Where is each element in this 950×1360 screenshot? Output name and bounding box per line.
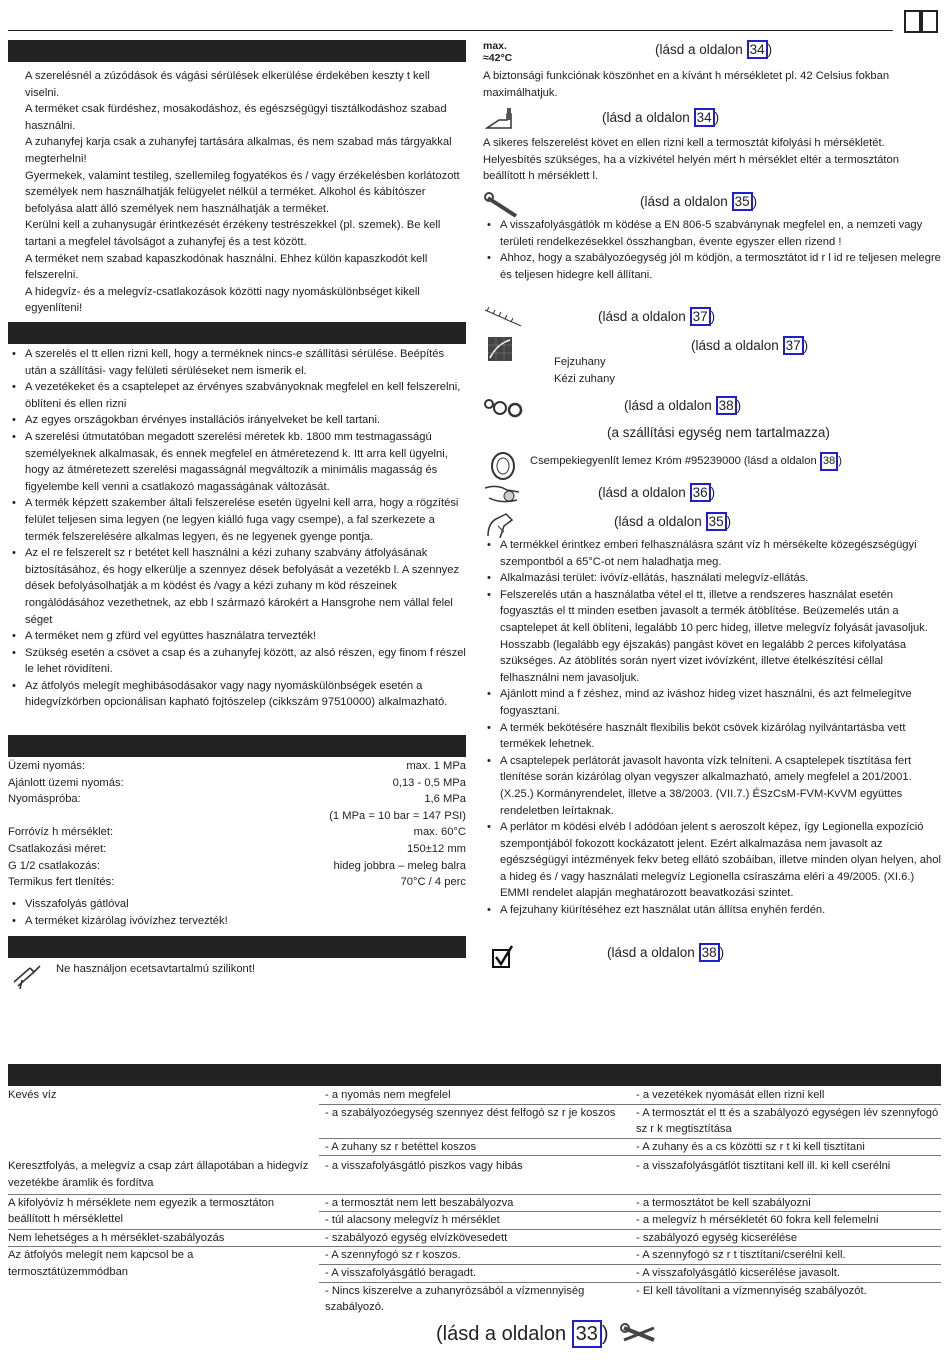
spec-row: Ajánlott üzemi nyomás: 0,13 - 0,5 MPa: [8, 776, 466, 789]
spec-row: Üzemi nyomás: max. 1 MPa: [8, 760, 466, 772]
safety-item: A terméket csak fürdéshez, mosakodáshoz, és egészségügyi tisztálkodáshoz szabad használni.: [25, 103, 447, 132]
install-item: • Szükség esetén a csövet a csap és a zuhanyfej között, az alsó részen, egy finom f részel le lehet rövidíteni.: [8, 645, 466, 678]
page-number[interactable]: 35: [706, 512, 727, 531]
page-number[interactable]: 34: [694, 108, 715, 127]
water-quality-item: • A fejzuhany kiürítéséhez ezt használat után állítsa enyhén ferdén.: [483, 902, 941, 919]
spec-row: Csatlakozási méret: 150±12 mm: [8, 842, 466, 855]
wrench-icon: [620, 1322, 660, 1346]
water-quality-item: • A csaptelepek perlátorát javasolt havonta vízk telníteni. A csaptelepek tisztítása fert tlenítése során kizárólag olyan vegyszer alkalmazható, amely megfelel a 201/2001. (X.25.) Kormányrendelet, illetve a 38/2003. (VII.7.) ÉSzCsM-FVM-KvVM együttes rendeletben leírtaknak.: [483, 753, 941, 819]
spare-parts-icon: [483, 396, 525, 420]
page-ref[interactable]: (lásd a oldalon 35 ): [640, 194, 758, 209]
tech-bullet: • A terméket kizárólag ivóvízhez tervezték!: [8, 913, 466, 930]
dimensions-icon: [483, 306, 523, 328]
cause-cell: - a termosztát nem lett beszabályozva: [319, 1195, 630, 1213]
cause-cell: - a visszafolyásgátló piszkos vagy hibás: [325, 1160, 523, 1173]
section-bar-cleaning: [8, 936, 466, 958]
remedy-cell: - A zuhany és a cs közötti sz r t ki kell tisztítani: [630, 1139, 941, 1157]
remedy-cell: - a termosztátot be kell szabályozni: [630, 1195, 941, 1213]
problem-cell: Keresztfolyás, a melegvíz a csap zárt állapotában a hidegvíz vezetékbe áramlik és fordítva: [8, 1160, 309, 1189]
remedy-cell: - El kell távolítani a vízmennyiség szabályozót.: [636, 1284, 867, 1297]
table-row: [8, 1087, 941, 1156]
water-quality-item: • A termék bekötésére használt flexibilis beköt csövek kizárólag nyilvántartásba vett termékek lehetnek.: [483, 720, 941, 753]
footer-page-ref[interactable]: (lásd a oldalon 33 ): [436, 1320, 609, 1348]
maintenance-list: [483, 217, 941, 283]
cause-cell: - Nincs kiszerelve a zuhanyrózsából a vízmennyiség szabályozó.: [325, 1284, 585, 1314]
page-ref[interactable]: (lásd a oldalon 37 ): [598, 309, 716, 324]
section-bar-tech: [8, 735, 466, 757]
safety-item: Kerülni kell a zuhanysugár érintkezését érzékeny testrészekkel (pl. szemek). Be kell tartani a megfelel távolságot a zuhanyfej és a test között.: [25, 219, 441, 248]
safety-item: A zuhanyfej karja csak a zuhanyfej tartására alkalmas, és nem szabad más tárgyakkal megterhelni!: [25, 136, 452, 165]
spec-row: Forróvíz h mérséklet: max. 60°C: [8, 826, 466, 839]
water-quality-item: • Alkalmazási terület: ivóvíz-ellátás, használati melegvíz-ellátás.: [483, 570, 941, 587]
page-ref[interactable]: (lásd a oldalon 38 ): [607, 945, 725, 960]
install-item: • A termék képzett szakember általi felszerelése esetén ügyelni kell arra, hogy a rögzítési felület teljesen sima legyen (ne legyen kiálló fuga vagy csempe), a fal szerkezete a termék felszerelésére alkalmas legyen, és ne legyenek gyenge pontja.: [8, 495, 466, 545]
max-temp-text: A biztonsági funkciónak köszönhet en a kívánt h mérsékletet pl. 42 Celsius fokban maximálhatjuk.: [483, 70, 890, 99]
safety-item: Gyermekek, valamint testileg, szellemileg fogyatékos és / vagy érzékelésben korlátozott személyek nem használhatják felügyelet nélkül a terméket. Alkohol és kábítószer befolyása alatt álló személyek nem használhatják a terméket.: [25, 169, 460, 215]
flow-labels: [554, 354, 615, 387]
spec-row: Termikus fert tlenítés: 70°C / 4 perc: [8, 876, 466, 889]
tech-bullets: [8, 896, 466, 929]
cause-cell: - a szabályozóegység szennyez dést felfogó sz r je koszos: [319, 1105, 630, 1139]
page-number[interactable]: 34: [747, 40, 768, 59]
problem-cell: Az átfolyós melegít nem kapcsol be a termosztátüzemmódban: [8, 1249, 194, 1278]
install-item: • A szerelés el tt ellen rizni kell, hogy a terméknek nincs-e szállítási sérülése. Beépítés után a szállítási- vagy felületi sérüléseket nem ismerik el.: [8, 346, 466, 379]
install-item: • Az el re felszerelt sz r betétet kell használni a kézi zuhany szabvány átfolyásának biztosításához, és hogy elkerülje a szennyez dések befolyását a vezetékb l. A szennyez dések befolyásolhatják a m ködést és /vagy a kézi zuhany m köd részeinek rongálódásához vezethetnek, az ebb l származó károkért a Hansgrohe nem vállal felel séget: [8, 545, 466, 628]
remedy-cell: - szabályozó egység kicserélése: [636, 1231, 798, 1244]
flow-label: Fejzuhany: [554, 356, 606, 368]
safety-item: A szerelésnél a zúzódások és vágási sérülések elkerülése érdekében keszty t kell viselni.: [25, 70, 430, 99]
tech-bullet: • Visszafolyás gátlóval: [8, 896, 466, 913]
install-item: • Az egyes országokban érvényes installációs irányelveket be kell tartani.: [8, 412, 466, 429]
water-quality-item: • A perlátor m ködési elvéb l adódóan jelent s aeroszolt képez, így Legionella expozíció szempontjából fokozott kockázatott jelent. Ezért alkalmazása nem javasolt az egészségügyi intézmények fekv beteg ellátó szobáiban, illetve minden olyan helyen, ahol a hideg és / vagy használati melegvíz Legionella csíraszáma eléri a 49/2005. (XI.6.) EMMI rendelet alapján meghatározott beavatkozási szintet.: [483, 819, 941, 902]
page-number[interactable]: 37: [690, 307, 711, 326]
wrench-icon: [484, 192, 522, 220]
page-number[interactable]: 37: [783, 336, 804, 355]
install-item: • A vezetékeket és a csaptelepet az érvényes szabványoknak megfelel en kell felszerelni, öblíteni és ellen rizni: [8, 379, 466, 412]
page-ref[interactable]: (lásd a oldalon 35 ): [614, 514, 732, 529]
install-item: • Az átfolyós melegít meghibásodásakor vagy nagy nyomáskülönbségek esetén a hidegvízkörben opcionálisan kapható fojtószelep (cikkszám 97510000) alkalmazható.: [8, 678, 466, 711]
water-quality-item: • A termékkel érintkez emberi felhasználásra szánt víz h mérsékelte közegészségügyi szempontból a 65°C-ot nem haladhatja meg.: [483, 537, 941, 570]
header-rule: [8, 30, 893, 31]
install-item: • A szerelési útmutatóban megadott szerelési méretek kb. 1800 mm testmagasságú személyeknek alkalmasak, és ennek megfelel en átméretezend k. Itt arra kell ügyelni, hogy az átméretezett szerelési magasságnál megváltozik a minimális magasság és figyelembe kell venni a csatlakozó magasságának változását.: [8, 429, 466, 495]
install-item: • A terméket nem g zfürd vel együttes használatra tervezték!: [8, 628, 466, 645]
cause-cell: - szabályozó egység elvízkövesedett: [325, 1231, 508, 1244]
page-number[interactable]: 38: [699, 943, 720, 962]
safety-item: A hidegvíz- és a melegvíz-csatlakozások közötti nagy nyomáskülönbséget kikell egyenlíteni!: [25, 285, 420, 315]
table-row: [8, 1158, 941, 1191]
page-ref[interactable]: (lásd a oldalon 34 ): [655, 42, 773, 57]
water-quality-item: • Felszerelés után a használatba vétel el tt, illetve a rendszeres használat esetén fogyasztás el tt minden esetben javasolt a termék átöblítése. Beüzemelés után a csaptelepet át kell öblíteni, legalább 10 perc hideg, illetve melegvíz folyását javasoljuk. Hosszabb (legalább egy éjszakás) pangást követ en legalább 2 perces kifolyatása szükséges. Az átöblítés során nyert vizet ivóvízként, illetve ételkészítési céllal felhasználni nem javasoljuk.: [483, 587, 941, 687]
install-list: [8, 346, 466, 711]
remedy-cell: - A visszafolyásgátló kicserélése javasolt.: [630, 1265, 941, 1283]
flow-diagram-icon: [487, 336, 513, 362]
thermometer-hand-icon: [485, 106, 517, 132]
flow-label: Kézi zuhany: [554, 372, 615, 385]
remedy-cell: - a vezetékek nyomását ellen rizni kell: [630, 1087, 941, 1105]
page-number[interactable]: 36: [690, 483, 711, 502]
cause-cell: - túl alacsony melegvíz h mérséklet: [325, 1214, 500, 1227]
remedy-cell: - A termosztát el tt és a szabályozó egységen lév szennyfogó sz r k megtisztítása: [630, 1105, 941, 1139]
page-number[interactable]: 38: [716, 396, 737, 415]
page-ref[interactable]: (lásd a oldalon 37 ): [691, 338, 809, 353]
maintenance-item: • Ahhoz, hogy a szabályozóegység jól m ködjön, a termosztátot id r l id re teljesen melegre és teljesen hidegre kell állítani.: [483, 250, 941, 283]
temp-check-text: A sikeres felszerelést követ en ellen rizni kell a termosztát kifolyási h mérsékletét. Helyesbítés szükséges, ha a vízkivétel helyén mért h mérséklet eltér a termosztáton beállított h mérséklett l.: [483, 137, 899, 183]
page-ref[interactable]: (lásd a oldalon 38 ): [624, 398, 742, 413]
safety-item: A terméket nem szabad kapaszkodónak használni. Ehhez külön kapaszkodót kell felszerelni.: [25, 252, 428, 282]
checkbox-icon: [491, 945, 515, 969]
spec-row: (1 MPa = 10 bar = 147 PSI): [329, 809, 466, 822]
not-included-note: (a szállítási egység nem tartalmazza): [607, 425, 830, 440]
water-quality-item: • Ajánlott mind a f zéshez, mind az iváshoz hideg vizet használni, és azt felmelegítve fogyasztani.: [483, 686, 941, 719]
remedy-cell: - a visszafolyásgátlót tisztítani kell ill. ki kell cserélni: [636, 1160, 891, 1173]
tile-ring-icon: [490, 450, 516, 480]
trouble-table: [8, 1087, 941, 1316]
problem-cell: Kevés víz: [8, 1089, 57, 1101]
section-bar-trouble: [8, 1064, 941, 1086]
max-temp-icon: max. ≈42°C: [483, 40, 513, 64]
safety-list: [8, 68, 466, 317]
remedy-cell: - a melegvíz h mérsékletét 60 fokra kell felemelni: [636, 1214, 879, 1227]
cause-cell: - A szennyfogó sz r koszos.: [319, 1247, 630, 1265]
page-ref[interactable]: (lásd a oldalon 36 ): [598, 485, 716, 500]
cause-cell: - A visszafolyásgátló beragadt.: [319, 1265, 630, 1283]
spec-row: Nyomáspróba: 1,6 MPa: [8, 793, 466, 806]
accessory-line: Csempekiegyenlít lemez Króm #95239000 (lásd a oldalon 38 ): [530, 452, 842, 471]
page-ref[interactable]: (lásd a oldalon 34 ): [602, 110, 720, 125]
page-number[interactable]: 35: [732, 192, 753, 211]
maintenance-item: • A visszafolyásgátlók m ködése a EN 806-5 szabványnak megfelel en, a nemzeti vagy területi rendelkezésekkel összhangban, évente egyszer ellen rizend !: [483, 217, 941, 250]
tech-specs: [8, 758, 466, 891]
remedy-cell: - A szennyfogó sz r t tisztítani/cserélni kell.: [630, 1247, 941, 1265]
page-number[interactable]: 33: [572, 1320, 602, 1348]
cause-cell: - A zuhany sz r betéttel koszos: [319, 1139, 630, 1157]
problem-cell: A kifolyóvíz h mérséklete nem egyezik a termosztáton beállított h mérséklettel: [8, 1196, 275, 1226]
page-number[interactable]: 38: [820, 452, 838, 471]
spec-row: G 1/2 csatlakozás: hideg jobbra – meleg balra: [8, 859, 466, 872]
book-icon: [903, 8, 939, 34]
section-bar-install: [8, 322, 466, 344]
cleaning-note: Ne használjon ecetsavtartalmú szilikont!: [56, 963, 255, 975]
section-bar-safety: [8, 40, 466, 62]
table-row: [8, 1194, 941, 1229]
cause-cell: - a nyomás nem megfelel: [319, 1087, 630, 1105]
problem-cell: Nem lehetséges a h mérséklet-szabályozás: [8, 1231, 225, 1244]
water-quality-list: [483, 537, 941, 919]
table-row: [8, 1229, 941, 1247]
table-row: [8, 1246, 941, 1315]
hand-operation-icon: [483, 480, 523, 508]
silicone-gun-icon: [12, 962, 42, 990]
cleaning-hand-icon: [484, 510, 518, 540]
